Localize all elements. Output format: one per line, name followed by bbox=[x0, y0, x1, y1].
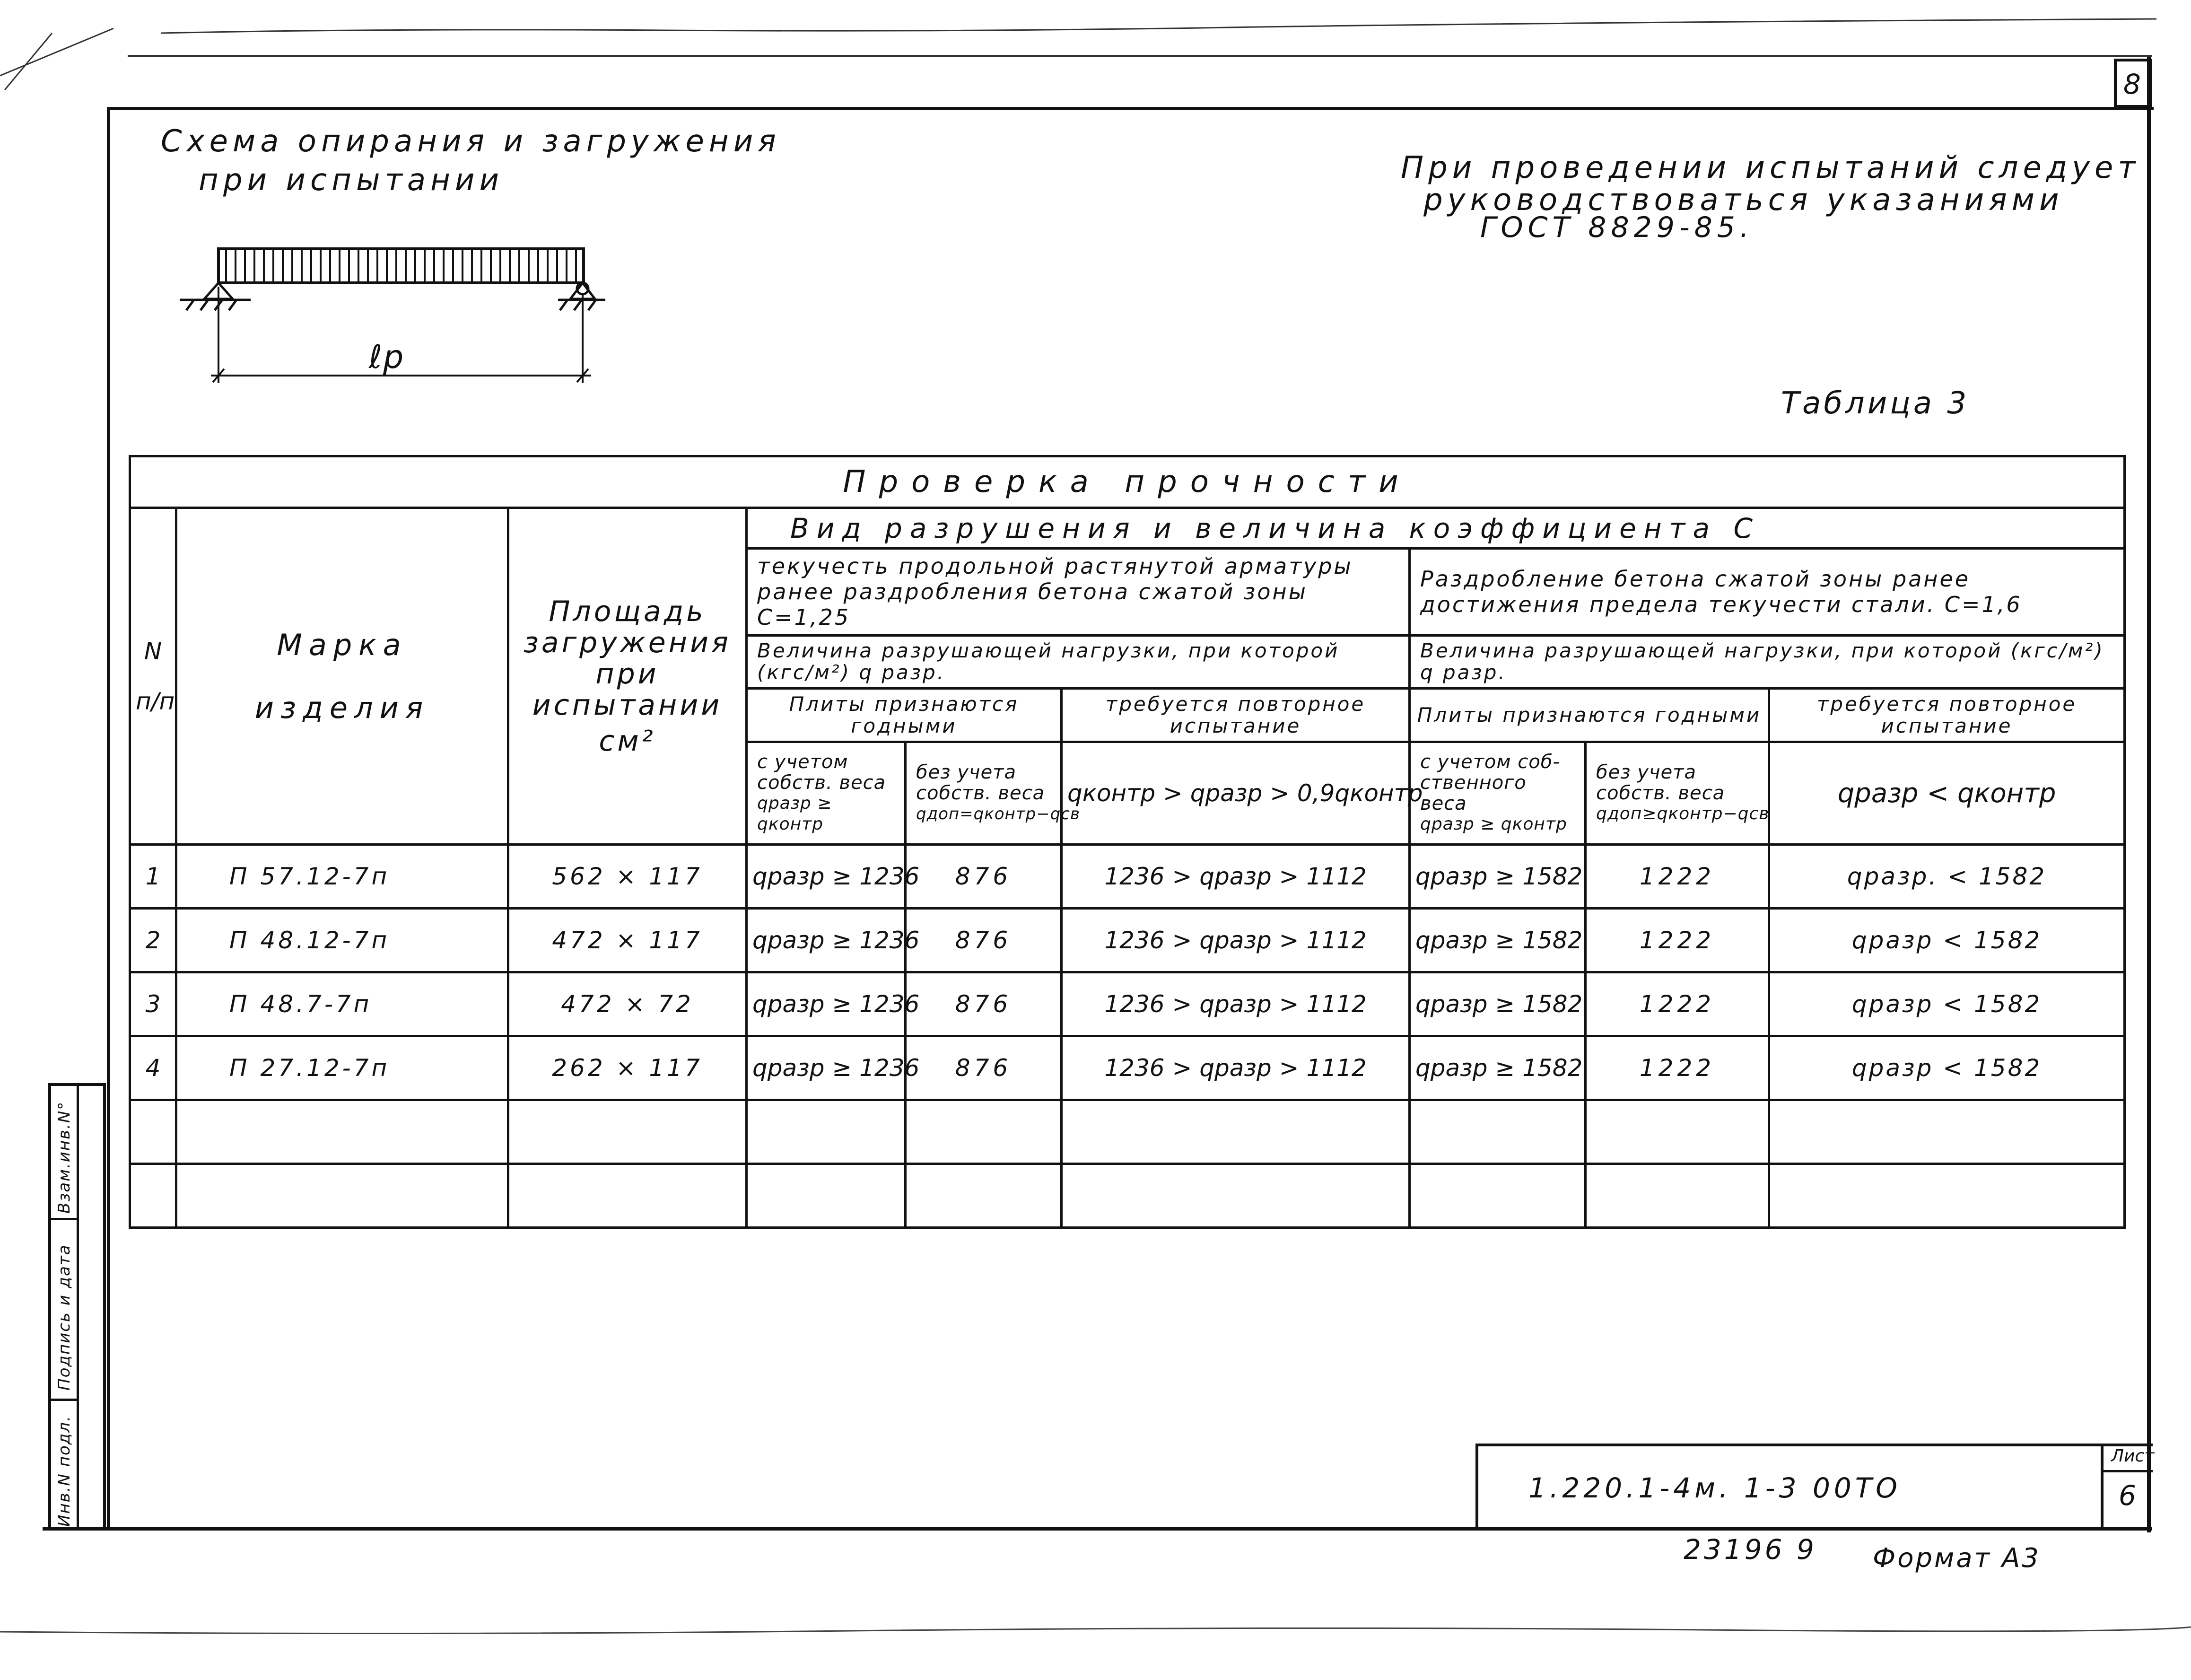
page-number: 8 bbox=[2123, 68, 2141, 100]
title-block bbox=[1475, 1444, 2153, 1531]
sub-b1-line2: ственного веса bbox=[1420, 772, 1527, 815]
header-load-a: Величина разрушающей нагрузки, при которой (кгс/м²) q разр. bbox=[747, 635, 1410, 689]
header-n-line1: N bbox=[144, 637, 162, 665]
sub-a2-line2: собств. веса bbox=[916, 782, 1045, 805]
sheet-format: Формат А3 bbox=[1873, 1543, 2041, 1574]
row-a1: qразр ≥ 1236 bbox=[747, 845, 906, 909]
sheet-number: 6 bbox=[2119, 1479, 2136, 1512]
page-number-box bbox=[2114, 59, 2152, 108]
header-area-line4: испытании bbox=[532, 688, 723, 722]
header-area-line2: загружения bbox=[523, 626, 732, 659]
row-b3: qразр < 1582 bbox=[1769, 972, 2125, 1036]
row-b1: qразр ≥ 1582 bbox=[1410, 972, 1586, 1036]
row-b2: 1222 bbox=[1586, 845, 1769, 909]
row-n: 1 bbox=[130, 845, 176, 909]
row-a2: 876 bbox=[906, 972, 1062, 1036]
row-b1: qразр ≥ 1582 bbox=[1410, 1036, 1586, 1100]
sub-a2-formula: qдоп=qконтр−qсв bbox=[916, 805, 1080, 824]
row-mark: П 57.12-7п bbox=[176, 845, 508, 909]
sub-b2-formula: qдоп≥qконтр−qсв bbox=[1596, 804, 1770, 824]
row-b2: 1222 bbox=[1586, 909, 1769, 972]
sub-b1-formula: qразр ≥ qконтр bbox=[1420, 814, 1567, 834]
row-b3: qразр < 1582 bbox=[1769, 909, 2125, 972]
table-row bbox=[130, 1036, 2125, 1100]
row-b1: qразр ≥ 1582 bbox=[1410, 909, 1586, 972]
row-a3: 1236 > qразр > 1112 bbox=[1062, 909, 1410, 972]
table-row-empty bbox=[130, 1100, 2125, 1164]
header-load-b: Величина разрушающей нагрузки, при которой (кгс/м²) q разр. bbox=[1410, 635, 2125, 689]
sheet-number-box bbox=[2101, 1444, 2153, 1531]
stamp-vzam-inv: Взам.инв.N° bbox=[55, 1101, 74, 1214]
stamp-cell-inv bbox=[51, 1401, 77, 1533]
table-row-empty bbox=[130, 1164, 2125, 1228]
row-a1: qразр ≥ 1236 bbox=[747, 972, 906, 1036]
scheme-title-line2: при испытании bbox=[199, 163, 504, 198]
frame-right-border bbox=[2147, 57, 2151, 1532]
sub-a1-line1: с учетом bbox=[757, 751, 848, 773]
row-mark: П 48.12-7п bbox=[176, 909, 508, 972]
header-mark bbox=[176, 508, 508, 845]
table-row bbox=[130, 845, 2125, 909]
sheet-label: Лист bbox=[2111, 1446, 2155, 1466]
row-mark: П 27.12-7п bbox=[176, 1036, 508, 1100]
left-support bbox=[180, 283, 251, 310]
row-n: 4 bbox=[130, 1036, 176, 1100]
note-line2: руководствоваться указаниями bbox=[1423, 183, 2064, 218]
row-b1: qразр ≥ 1582 bbox=[1410, 845, 1586, 909]
row-b2: 1222 bbox=[1586, 1036, 1769, 1100]
sub-a1-line2: собств. веса bbox=[757, 772, 886, 794]
note-line3: ГОСТ 8829-85. bbox=[1480, 211, 1754, 244]
row-a1: qразр ≥ 1236 bbox=[747, 909, 906, 972]
row-a3: 1236 > qразр > 1112 bbox=[1062, 845, 1410, 909]
sub-header-a2 bbox=[906, 742, 1080, 845]
span-label: ℓр bbox=[369, 339, 405, 376]
row-a2: 876 bbox=[906, 909, 1062, 972]
row-a2: 876 bbox=[906, 1036, 1062, 1100]
row-b3: qразр < 1582 bbox=[1769, 1036, 2125, 1100]
sub-header-a1 bbox=[747, 742, 906, 845]
header-group: Вид разрушения и величина коэффициента С bbox=[747, 508, 2125, 549]
document-code: 1.220.1-4м. 1-3 00ТО bbox=[1528, 1472, 1901, 1504]
table-row bbox=[130, 909, 2125, 972]
row-n: 3 bbox=[130, 972, 176, 1036]
stamp-inv-podl: Инв.N подл. bbox=[55, 1415, 74, 1527]
header-area-line1: Площадь bbox=[549, 595, 706, 628]
sub-header-b2 bbox=[1586, 742, 1769, 845]
load-hatching bbox=[226, 250, 576, 282]
stamp-cell-podpis bbox=[51, 1220, 77, 1401]
stamp-podpis-data: Подпись и дата bbox=[55, 1244, 74, 1391]
sub-b2-line2: собств. веса bbox=[1596, 782, 1725, 805]
header-area bbox=[508, 508, 747, 845]
header-n bbox=[130, 508, 176, 845]
header-group-a: текучесть продольной растянутой арматуры ранее раздробления бетона сжатой зоны С=1,25 bbox=[747, 549, 1410, 635]
sub-b1-line1: с учетом соб- bbox=[1420, 751, 1560, 773]
row-a1: qразр ≥ 1236 bbox=[747, 1036, 906, 1100]
stamp-cell-vzam bbox=[51, 1086, 77, 1220]
header-retest-a: требуется повторное испытание bbox=[1062, 689, 1410, 742]
sub-a2-line1: без учета bbox=[916, 761, 1016, 784]
row-area: 262 × 117 bbox=[508, 1036, 747, 1100]
side-stamp bbox=[48, 1083, 106, 1531]
sub-header-b3: qразр < qконтр bbox=[1769, 742, 2125, 845]
row-b3: qразр. < 1582 bbox=[1769, 845, 2125, 909]
row-n: 2 bbox=[130, 909, 176, 972]
row-a3: 1236 > qразр > 1112 bbox=[1062, 1036, 1410, 1100]
note-line1: При проведении испытаний следует bbox=[1401, 150, 2140, 185]
header-mark-line2: изделия bbox=[254, 690, 430, 725]
row-b2: 1222 bbox=[1586, 972, 1769, 1036]
header-n-line2: п/п bbox=[136, 687, 175, 715]
scheme-title-line1: Схема опирания и загружения bbox=[161, 124, 781, 159]
inventory-number: 23196 9 bbox=[1684, 1533, 1817, 1566]
sub-header-a3: qконтр > qразр > 0,9qконтр bbox=[1062, 742, 1410, 845]
row-a2: 876 bbox=[906, 845, 1062, 909]
row-area: 472 × 117 bbox=[508, 909, 747, 972]
strength-check-table bbox=[129, 455, 2126, 1229]
sub-header-b1 bbox=[1410, 742, 1586, 845]
row-a3: 1236 > qразр > 1112 bbox=[1062, 972, 1410, 1036]
header-fit-a: Плиты признаются годными bbox=[747, 689, 1062, 742]
sub-b2-line1: без учета bbox=[1596, 761, 1696, 784]
header-area-line3: при bbox=[595, 657, 659, 691]
header-mark-line1: Марка bbox=[277, 627, 408, 662]
table-row bbox=[130, 972, 2125, 1036]
row-area: 562 × 117 bbox=[508, 845, 747, 909]
header-area-unit: см² bbox=[599, 724, 656, 758]
row-area: 472 × 72 bbox=[508, 972, 747, 1036]
header-retest-b: требуется повторное испытание bbox=[1769, 689, 2125, 742]
scan-edge-top bbox=[0, 0, 2191, 66]
row-mark: П 48.7-7п bbox=[176, 972, 508, 1036]
sub-a1-formula: qразр ≥ qконтр bbox=[757, 794, 832, 834]
header-fit-b: Плиты признаются годными bbox=[1410, 689, 1769, 742]
table-caption: Таблица 3 bbox=[1781, 386, 1970, 421]
header-group-b: Раздробление бетона сжатой зоны ранее достижения предела текучести стали. С=1,6 bbox=[1410, 549, 2125, 635]
table-title: Проверка прочности bbox=[130, 456, 2125, 508]
scan-edge-bottom bbox=[0, 1608, 2191, 1679]
